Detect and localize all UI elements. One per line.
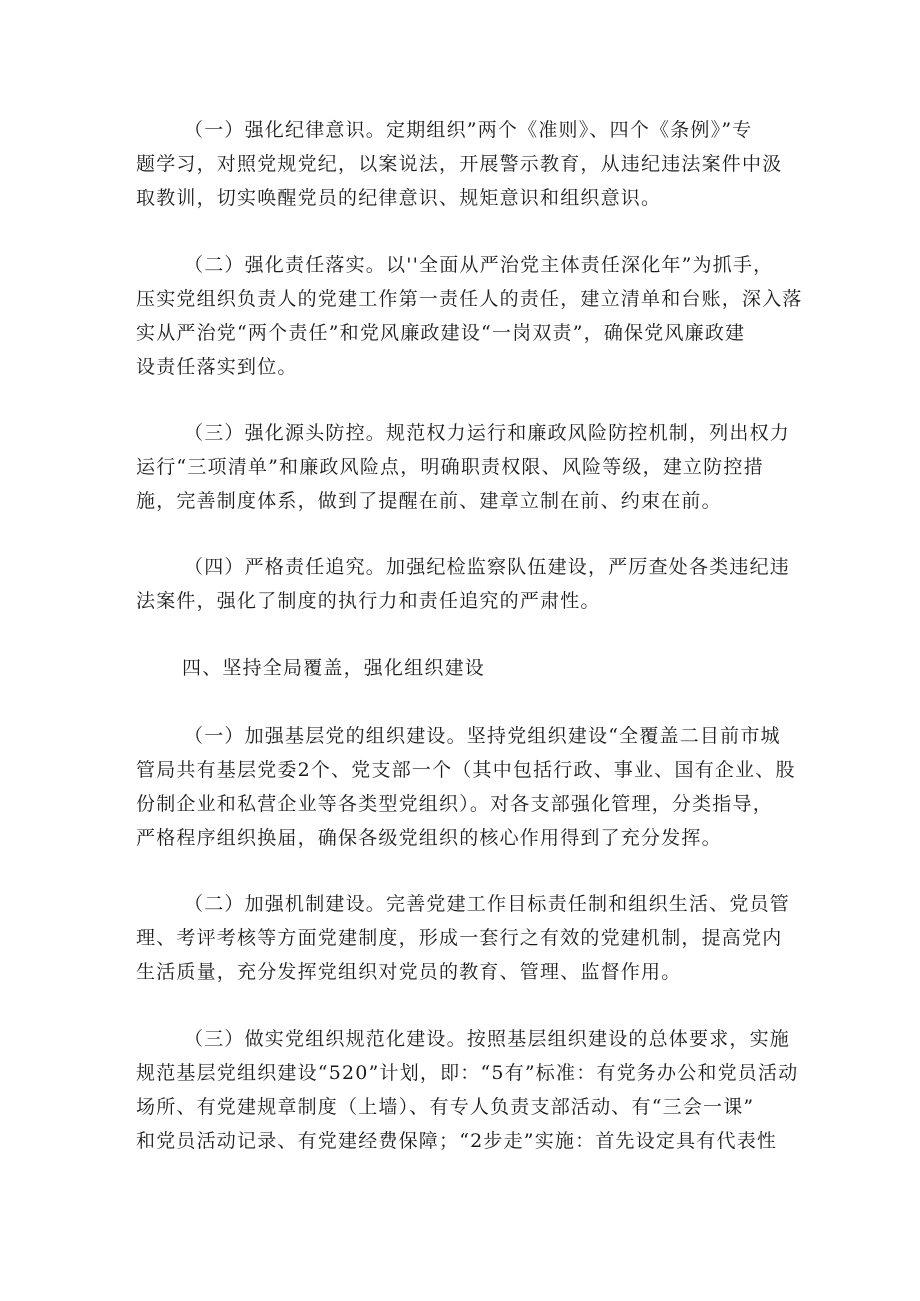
text-line: 生活质量，充分发挥党组织对党员的教育、管理、监督作用。 — [136, 961, 682, 983]
text-line: （二）加强机制建设。完善党建工作目标责任制和组织生活、党员管 — [184, 893, 791, 915]
text-line: 份制企业和私营企业等各类型党组织）。对各支部强化管理，分类指导， — [136, 793, 773, 815]
text-line: 设责任落实到位。 — [136, 356, 298, 378]
paragraph-standardization — [0, 1022, 920, 1158]
text-line: 理、考评考核等方面党建制度，形成一套行之有效的党建机制，提高党内 — [136, 927, 783, 949]
paragraph-source-prevention — [0, 416, 920, 518]
text-line: 题学习，对照党规党纪，以案说法，开展警示教育，从违纪违法案件中汲 — [136, 153, 783, 175]
text-line: 严格程序组织换届，确保各级党组织的核心作用得到了充分发挥。 — [136, 827, 722, 849]
text-line: 法案件，强化了制度的执行力和责任追究的严肃性。 — [136, 590, 601, 612]
paragraph-accountability — [0, 550, 920, 618]
section-heading — [0, 651, 920, 685]
text-line: 取教训，切实唤醒党员的纪律意识、规矩意识和组织意识。 — [136, 187, 662, 209]
text-line: 场所、有党建规章制度（上墙）、有专人负责支部活动、有“三会一课” — [136, 1096, 755, 1118]
text-line: 实从严治党“两个责任”和党风廉政建设“一岗双责”，确保党风廉政建 — [136, 322, 746, 344]
paragraph-mechanism-building — [0, 887, 920, 989]
paragraph-responsibility-implementation — [0, 248, 920, 384]
text-line: 管局共有基层党委2个、党支部一个（其中包括行政、事业、国有企业、股 — [136, 759, 796, 781]
text-line: （三）强化源头防控。规范权力运行和廉政风险防控机制，列出权力 — [184, 422, 791, 444]
paragraph-grassroots-organization — [0, 719, 920, 855]
text-line: （一）加强基层党的组织建设。坚持党组织建设“全覆盖二目前市城 — [184, 725, 781, 747]
section-heading-text: 四、坚持全局覆盖，强化组织建设 — [182, 657, 486, 679]
text-line: （二）强化责任落实。以''全面从严治党主体责任深化年”为抓手， — [184, 254, 774, 276]
text-line: 压实党组织负责人的党建工作第一责任人的责任，建立清单和台账，深入落 — [136, 288, 803, 310]
text-line: 施，完善制度体系，做到了提醒在前、建章立制在前、约束在前。 — [136, 490, 722, 512]
text-line: 和党员活动记录、有党建经费保障；“2步走”实施：首先设定具有代表性 — [136, 1130, 778, 1152]
paragraph-discipline-awareness — [0, 113, 920, 215]
text-line: 规范基层党组织建设“520”计划，即：“5有”标准：有党务办公和党员活动 — [136, 1062, 799, 1084]
text-line: （四）严格责任追究。加强纪检监察队伍建设，严厉查处各类违纪违 — [184, 556, 791, 578]
text-line: 运行“三项清单”和廉政风险点，明确职责权限、风险等级，建立防控措 — [136, 456, 764, 478]
text-line: （一）强化纪律意识。定期组织”两个《准则》、四个《条例》”专 — [184, 119, 753, 141]
text-line: （三）做实党组织规范化建设。按照基层组织建设的总体要求，实施 — [184, 1028, 791, 1050]
